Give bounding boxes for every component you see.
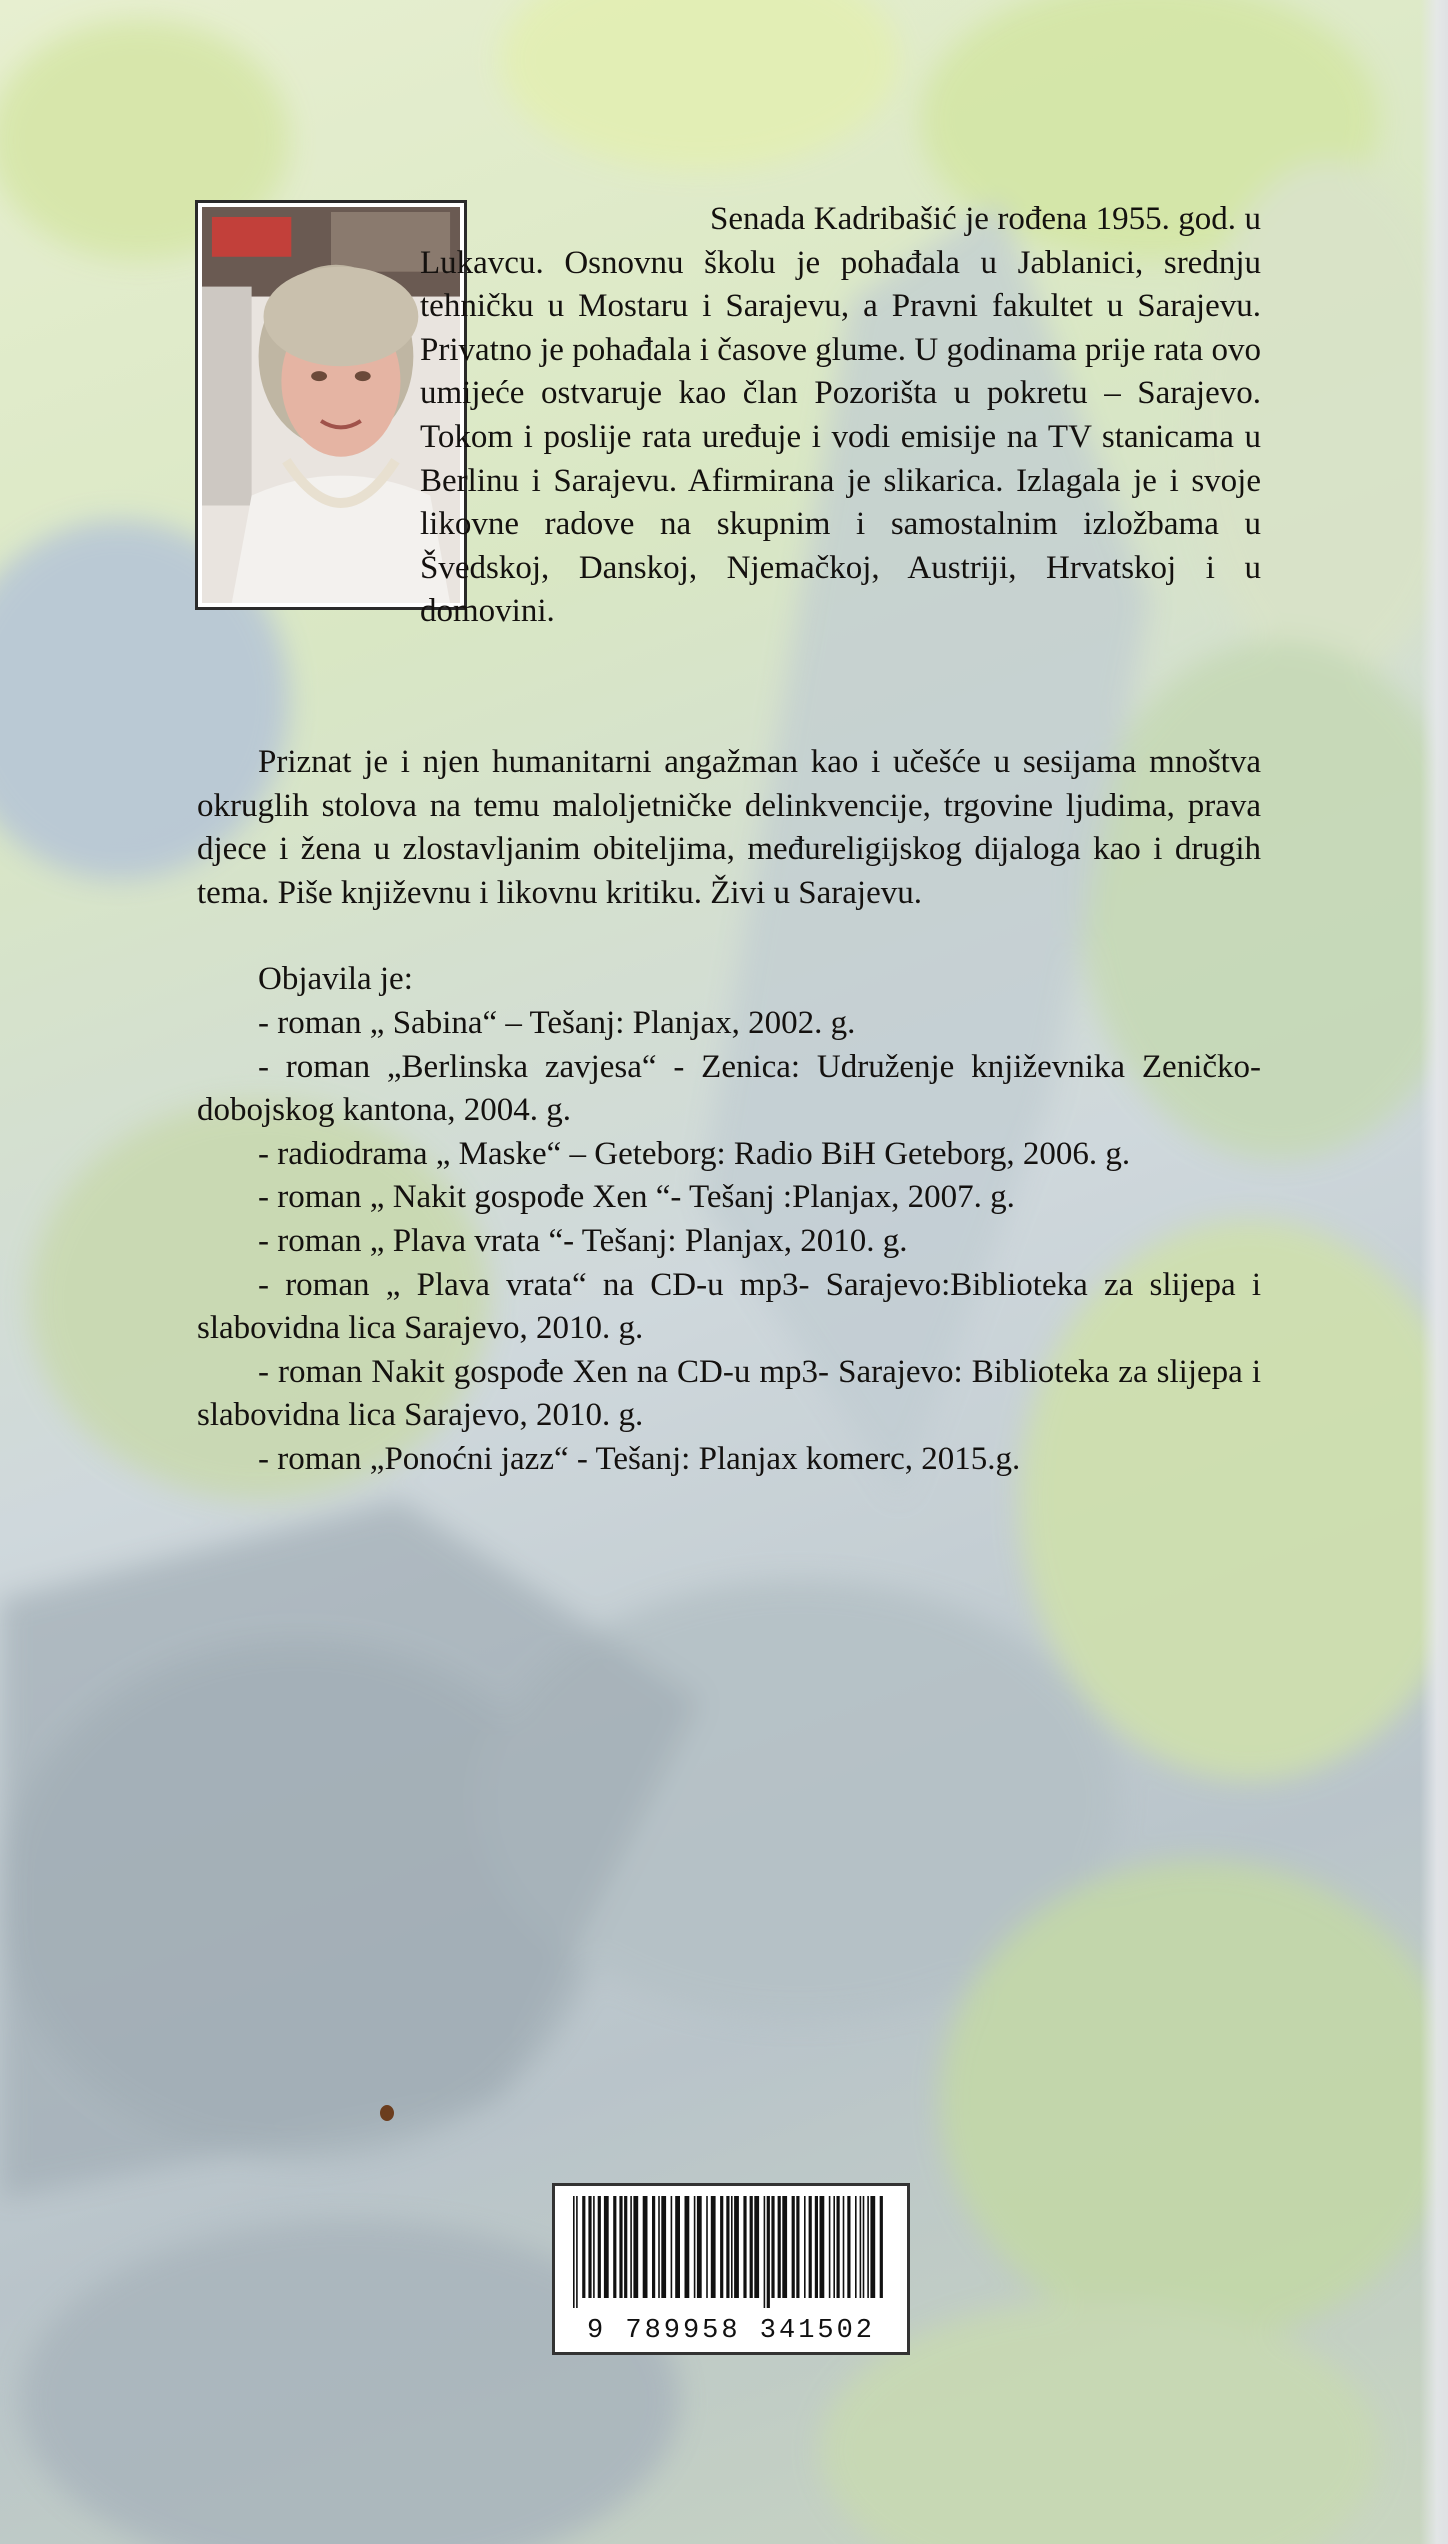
barcode-bar — [706, 2196, 708, 2298]
barcode-bar — [847, 2196, 850, 2298]
barcode-bar — [582, 2196, 585, 2298]
barcode-bar — [630, 2196, 632, 2298]
barcode-bar — [685, 2196, 690, 2298]
barcode-bar — [593, 2196, 595, 2298]
barcode-bar — [720, 2196, 723, 2298]
barcode-bar — [633, 2196, 638, 2298]
barcode-bar — [661, 2196, 666, 2298]
barcode-bar — [870, 2196, 875, 2298]
barcode-bar — [711, 2196, 716, 2298]
barcode-bar — [658, 2196, 660, 2298]
barcode-bar — [880, 2196, 883, 2298]
barcode-bar — [804, 2196, 806, 2298]
barcode-bar — [694, 2196, 696, 2298]
publication-item: - roman „Berlinska zavjesa“ - Zenica: Udruženje književnika Zeničko-dobojskog kantona, 2004. g. — [197, 1048, 1261, 1129]
publications-heading: Objavila je: — [258, 961, 413, 998]
barcode-bar — [796, 2196, 799, 2298]
barcode-bar — [855, 2196, 857, 2298]
barcode-bar — [820, 2196, 825, 2298]
barcode-bar — [743, 2196, 746, 2298]
barcode-bar — [671, 2196, 673, 2298]
barcode-bar — [778, 2196, 781, 2298]
publication-item: - roman Nakit gospođe Xen na CD-u mp3- Sarajevo: Biblioteka za slijepa i slabovidna lica Sarajevo, 2010. g. — [197, 1353, 1261, 1434]
barcode-bars — [569, 2196, 893, 2308]
barcode-bar — [815, 2196, 818, 2298]
barcode-bar — [837, 2196, 840, 2298]
barcode-bar — [809, 2196, 812, 2298]
barcode-bar — [867, 2196, 869, 2298]
barcode-bar — [750, 2196, 753, 2298]
barcode-bar — [726, 2196, 729, 2298]
barcode-bar — [619, 2196, 622, 2298]
publication-item: - roman „ Nakit gospođe Xen “- Tešanj :Planjax, 2007. g. — [258, 1179, 1015, 1216]
barcode-bar — [613, 2196, 616, 2298]
ink-spot — [380, 2105, 394, 2121]
barcode-bar — [782, 2196, 787, 2298]
bio-paragraph-1: Senada Kadribašić je rođena 1955. god. u Lukavcu. Osnovnu školu je pohađala u Jablanici, srednju tehničku u Mostaru i Sarajevu, a Pravni fakultet u Sarajevu. Privatno je pohađala i časove glume. U godinama prije rata ovo umijeće ostvaruje kao član Pozorišta u pokretu – Sarajevo. Tokom i poslije rata uređuje i vodi emisije na TV stanicama u Berlinu i Sarajevu. Afirmirana je slikarica. Izlagala je i svoje likovne radove na skupnim i samostalnim izložbama u Švedskoj, Danskoj, Njemačkoj, Austriji, Hrvatskoj i u domovini. — [420, 201, 1261, 630]
barcode-bar — [860, 2196, 862, 2298]
barcode-bar — [624, 2196, 627, 2298]
barcode-bar — [652, 2196, 655, 2298]
publication-item: - roman „Ponoćni jazz“ - Tešanj: Planjax komerc, 2015.g. — [258, 1440, 1021, 1477]
barcode-bar — [697, 2196, 702, 2298]
barcode-bar — [604, 2196, 609, 2298]
bio-paragraph-2: Priznat je i njen humanitarni angažman kao i učešće u sesijama mnoštva okruglih stolova na temu maloljetničke delinkvencije, trgovine ljudima, prava djece i žena u zlostavljanim obiteljima, međureligijskog dijaloga kao i drugih tema. Piše književnu i likovnu kritiku. Živi u Sarajevu. — [197, 744, 1261, 911]
publications-list — [197, 1002, 1261, 1482]
barcode-bar — [767, 2196, 770, 2308]
barcode-bar — [829, 2196, 831, 2298]
barcode-bar — [792, 2196, 795, 2298]
barcode-bar — [863, 2196, 865, 2298]
back-cover-text — [258, 198, 1261, 678]
bio-paragraph-2-block — [197, 741, 1261, 1482]
barcode-bar — [675, 2196, 680, 2298]
barcode-bar — [754, 2196, 759, 2298]
publication-item: - roman „ Sabina“ – Tešanj: Planjax, 2002. g. — [258, 1004, 856, 1041]
barcode-bar — [764, 2196, 766, 2308]
book-edge — [1420, 0, 1448, 2544]
isbn-barcode — [552, 2183, 910, 2355]
publication-item: - radiodrama „ Maske“ – Geteborg: Radio BiH Geteborg, 2006. g. — [258, 1135, 1131, 1172]
publication-item: - roman „ Plava vrata “- Tešanj: Planjax, 2010. g. — [258, 1222, 908, 1259]
barcode-bar — [573, 2196, 575, 2308]
barcode-bar — [588, 2196, 591, 2298]
publication-item: - roman „ Plava vrata“ na CD-u mp3- Sarajevo:Biblioteka za slijepa i slabovidna lica Sarajevo, 2010. g. — [197, 1266, 1261, 1347]
barcode-bar — [843, 2196, 845, 2298]
barcode-bar — [598, 2196, 601, 2298]
barcode-bar — [576, 2196, 578, 2308]
barcode-bar — [833, 2196, 835, 2298]
photo-spacer — [195, 198, 420, 608]
barcode-bar — [771, 2196, 774, 2298]
barcode-bar — [731, 2196, 733, 2298]
barcode-bar — [734, 2196, 739, 2298]
isbn-digits: 9 789958 341502 — [586, 2316, 876, 2346]
bio-paragraph-2-wrapper — [258, 634, 1261, 678]
author-biography — [258, 198, 1261, 678]
barcode-bar — [643, 2196, 648, 2298]
